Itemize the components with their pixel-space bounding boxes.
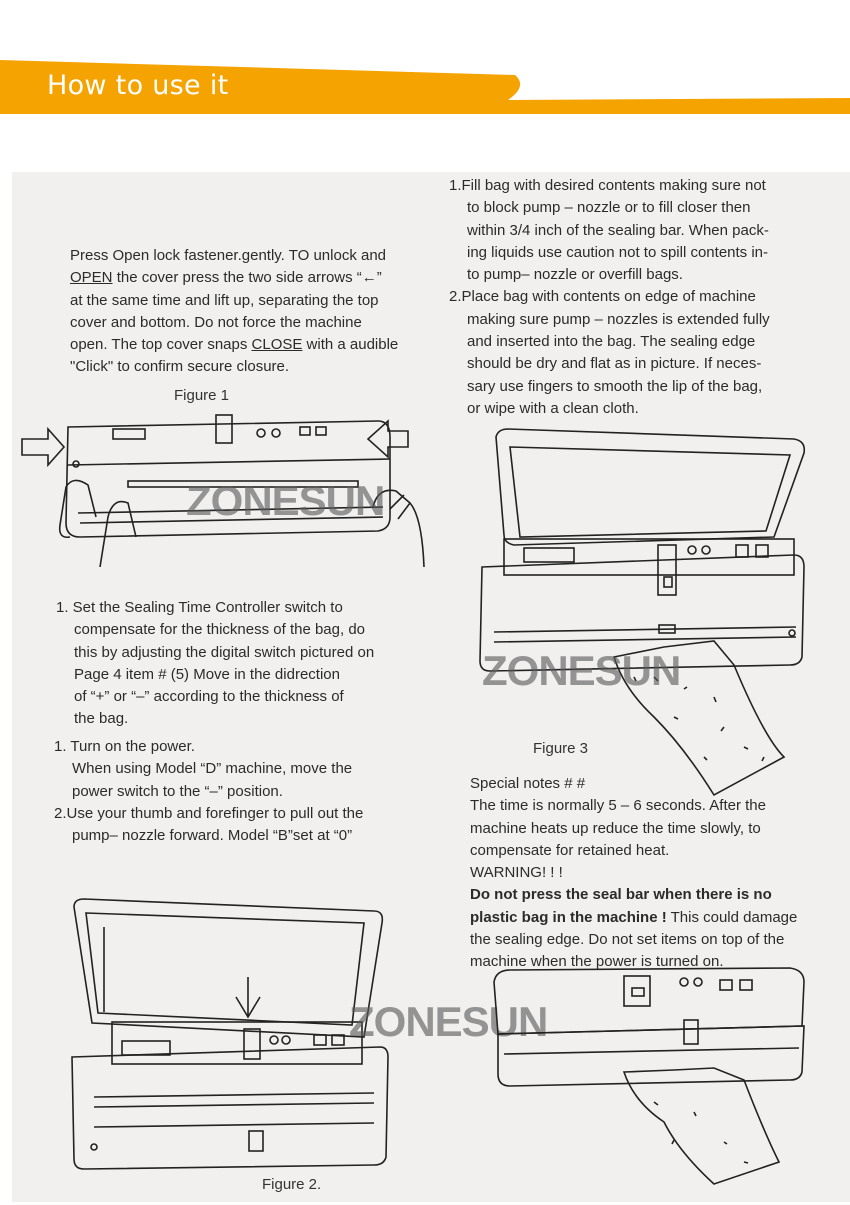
intro-line-3: at the same time and lift up, separating the top xyxy=(70,291,379,309)
intro-line-6: "Click" to confirm secure closure. xyxy=(70,358,290,376)
watermark: ZONESUN xyxy=(482,647,681,694)
figure-3-illustration xyxy=(474,427,814,807)
intro-line-1: Press Open lock fastener.gently. TO unlock and xyxy=(70,247,387,264)
warning-bold-line: Do not press the seal bar when there is no xyxy=(470,886,772,904)
intro-line-5: open. The top cover snaps CLOSE with a audible xyxy=(70,336,399,354)
intro-line-4: cover and bottom. Do not force the machine xyxy=(70,313,362,331)
open-word: OPEN xyxy=(70,269,113,287)
notes-heading: Special notes # # xyxy=(470,775,586,792)
page-title: How to use it xyxy=(47,70,229,101)
figure-2-caption: Figure 2. xyxy=(262,1176,322,1193)
fill-instructions: 1.Fill bag with desired contents making sure not to block pump – nozzle or to fill closer then within 3/4 inch of the sealing bar. When pack- ing liquids use caution not to spill contents in- to pump– nozzle or overfill bags. 2.Place bag with contents on edge of machine making sure pump – nozzles is extended fully and inserted into the bag. The sealing edge should be dry and flat as in picture. If neces- sary use fingers to smooth the lip of the bag, or wipe with a clean cloth. xyxy=(449,177,770,417)
intro-paragraph xyxy=(70,245,398,379)
intro-line-2: OPEN the cover press the two side arrows “←” xyxy=(70,269,382,287)
figure-1-caption: Figure 1 xyxy=(174,387,230,404)
arrow-right-icon xyxy=(22,429,64,465)
manual-page xyxy=(12,172,850,1202)
watermark: ZONESUN xyxy=(186,477,385,524)
power-instructions: 1. Turn on the power. When using Model “D” machine, move the power switch to the “–” position. 2.Use your thumb and forefinger to pull out the pump– nozzle forward. Model “B”set at “0” xyxy=(54,738,364,845)
watermark: ZONESUN xyxy=(349,998,548,1045)
special-notes: Special notes # # The time is normally 5 – 6 seconds. After the machine heats up reduce the time slowly, to compensate for retained heat. WARNING! ! ! Do not press the seal bar when there is no plastic bag in the machine ! This could damage the sealing edge. Do not set items on top of the machine when the power is turned on. xyxy=(470,775,798,971)
arrow-left-icon: ← xyxy=(361,269,377,287)
page-header xyxy=(0,0,850,175)
sealing-illustration xyxy=(474,962,814,1197)
sealing-instructions: 1. Set the Sealing Time Controller switch to compensate for the thickness of the bag, do this by adjusting the digital switch pictured on Page 4 item # (5) Move in the didrection of “+” or “–” according to the thickness of the bag. xyxy=(56,599,375,728)
close-word: CLOSE xyxy=(251,336,303,354)
figure-2-illustration xyxy=(64,897,394,1172)
figure-3-caption: Figure 3 xyxy=(533,740,589,757)
warning-label: WARNING! ! ! xyxy=(470,864,563,882)
